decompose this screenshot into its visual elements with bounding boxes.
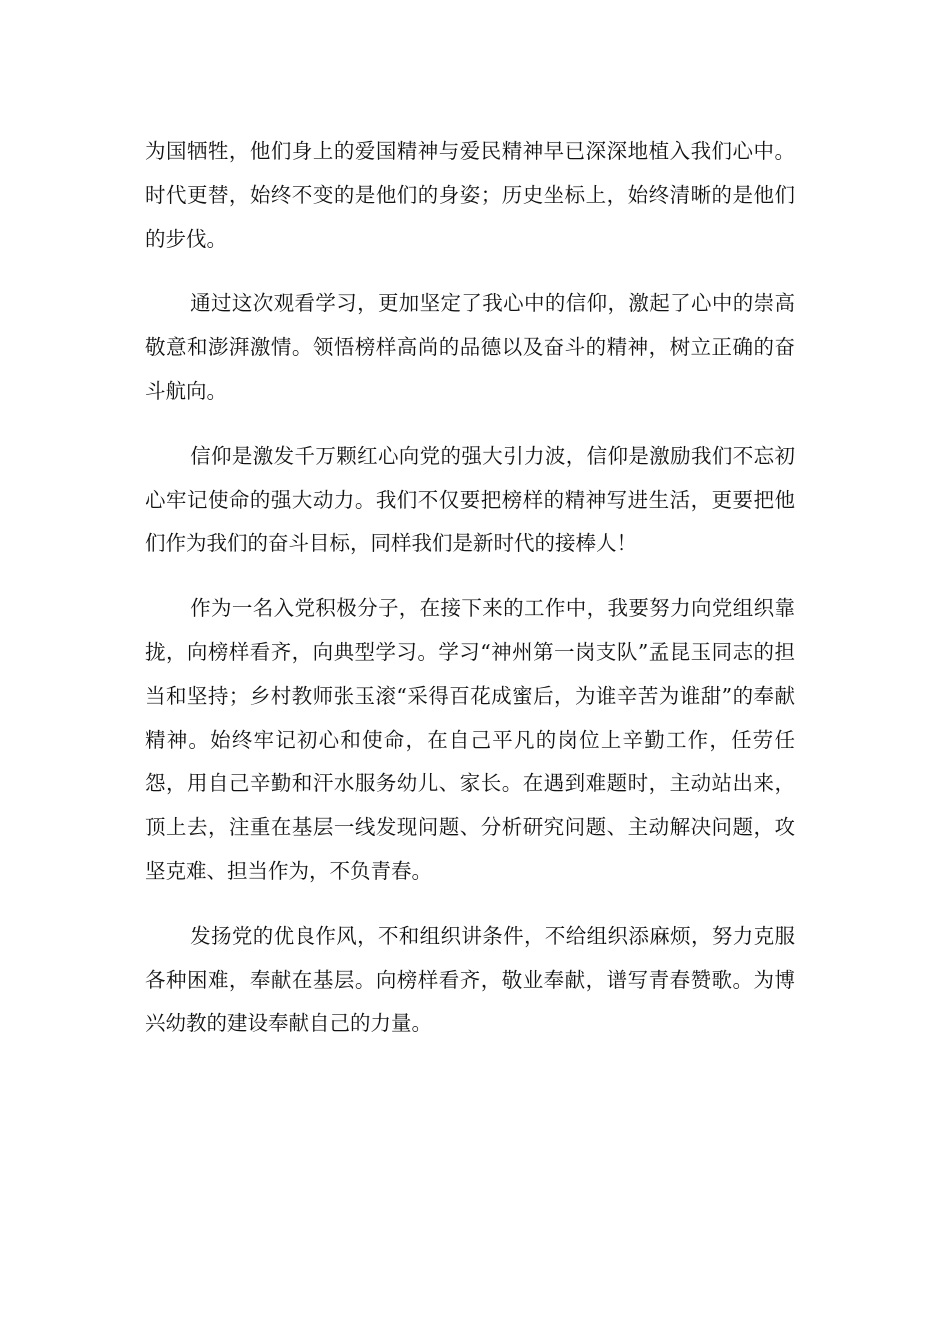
paragraph-faith: 信仰是激发千万颗红心向党的强大引力波，信仰是激励我们不忘初心牢记使命的强大动力。我们不仅要把榜样的精神写进生活，更要把他们作为我们的奋斗目标，同样我们是新时代的接棒人！ <box>145 443 795 556</box>
paragraph-continued: 为国牺牲，他们身上的爱国精神与爱民精神早已深深地植入我们心中。时代更替，始终不变的是他们的身姿；历史坐标上，始终清晰的是他们的步伐。 <box>145 139 795 251</box>
paragraph-conclusion: 发扬党的优良作风，不和组织讲条件，不给组织添麻烦，努力克服各种困难，奉献在基层。向榜样看齐，敬业奉献，谱写青春赞歌。为博兴幼教的建设奉献自己的力量。 <box>145 923 795 1036</box>
paragraph-party-activist: 作为一名入党积极分子，在接下来的工作中，我要努力向党组织靠拢，向榜样看齐，向典型学习。学习“神州第一岗支队”孟昆玉同志的担当和坚持；乡村教师张玉滚“采得百花成蜜后，为谁辛苦为谁甜”的奉献精神。始终牢记初心和使命，在自己平凡的岗位上辛勤工作，任劳任怨，用自己辛勤和汗水服务幼儿、家长。在遇到难题时，主动站出来，顶上去，注重在基层一线发现问题、分析研究问题、主动解决问题，攻坚克难、担当作为，不负青春。 <box>145 596 795 883</box>
paragraph-viewing-study: 通过这次观看学习，更加坚定了我心中的信仰，激起了心中的崇高敬意和澎湃激情。领悟榜样高尚的品德以及奋斗的精神，树立正确的奋斗航向。 <box>145 291 795 403</box>
document-body <box>145 130 795 1046</box>
